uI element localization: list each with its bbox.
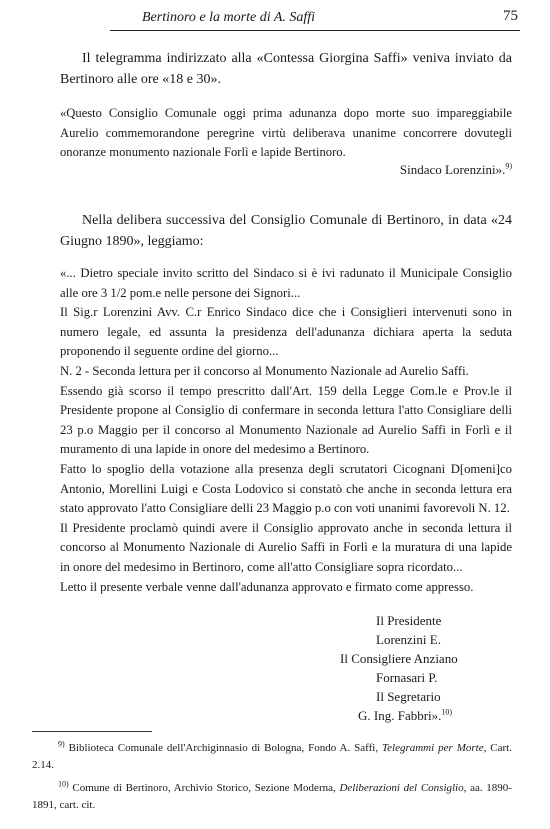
signature-name-councillor: Fornasari P.	[376, 670, 438, 685]
paragraph-telegram	[60, 48, 512, 90]
signature-role-councillor: Il Consigliere Anziano	[340, 651, 458, 666]
page-number: 75	[503, 8, 518, 24]
running-title: Bertinoro e la morte di A. Saffi	[142, 10, 316, 25]
quote-delibera-line: Il Presidente proclamò quindi avere il Consiglio approvato anche in seconda lettura il concorso al Monumento Nazionale di Aurelio Saffi in Forlì e la muratura di una lapide in onore del medesimo in Bertinoro, come all'atto Consigliare sopra ricordato...	[60, 520, 512, 574]
signature-role-secretary: Il Segretario	[376, 689, 441, 704]
signature-name-president: Lorenzini E.	[376, 632, 441, 647]
sindaco-signature	[400, 162, 512, 178]
quote-delibera-line: Il Sig.r Lorenzini Avv. C.r Enrico Sindaco dice che i Consiglieri intervenuti sono in numero legale, ed assunta la presidenza dell'adunanza dichiara aperta la seduta proponendo il seguente ordine del giorno...	[60, 305, 512, 359]
quote-telegram	[60, 104, 512, 163]
footnote-divider	[32, 731, 152, 732]
quote-delibera-line: Essendo già scorso il tempo prescritto dall'Art. 159 della Legge Com.le e Prov.le il Presidente propone al Consiglio di confermare in seconda lettura l'atto Consigliare delli 23 p.o Maggio per il concorso al Monumento Nazionale ad Aurelio Saffi in Forlì e il muramento di una lapide in onore del medesimo a Bertinoro.	[60, 383, 512, 457]
footnote-ref-10: 10)	[441, 707, 453, 717]
sindaco-signature-text: Sindaco Lorenzini».	[399, 162, 506, 177]
quote-delibera-line: Fatto lo spoglio della votazione alla presenza degli scrutatori Cicognani D[omeni]co Antonio, Morellini Luigi e Costa Lodovico si constatò che anche in seconda lettura era stato approvato l'atto Consigliare delli 23 Maggio p.o con voti unanimi favorevoli N. 12.	[60, 461, 512, 516]
footnotes	[32, 740, 512, 820]
signature-name-secretary: G. Ing. Fabbri».$^{10)}$	[358, 707, 453, 723]
paragraph-delibera-text: Nella delibera successiva del Consiglio Comunale di Bertinoro, in data «24 Giugno 1890», leggiamo:	[60, 213, 512, 249]
paragraph-telegram-text: Il telegramma indirizzato alla «Contessa Giorgina Saffi» veniva inviato da Bertinoro alle ore «18 e 30».	[60, 51, 512, 87]
quote-delibera-line: Letto il presente verbale venne dall'adunanza approvato e firmato come appresso.	[60, 579, 474, 594]
quote-delibera	[60, 264, 512, 597]
quote-delibera-line: N. 2 - Seconda lettura per il concorso al Monumento Nazionale ad Aurelio Saffi.	[60, 363, 469, 378]
signature-block	[340, 611, 458, 725]
quote-telegram-text: «Questo Consiglio Comunale oggi prima adunanza dopo morte suo impareggiabile Aurelio commemorandone peregrine virtù deliberava unanime concorrere dovutegli onoranze monumento nazionale Forlì e lapide Bertinoro.	[60, 106, 512, 159]
signature-role-president: Il Presidente	[376, 613, 442, 628]
footnote-9: $^{9)}$ Biblioteca Comunale dell'Archiginnasio di Bologna, Fondo A. Saffi, Telegrammi per Morte, Cart. 2.14.	[32, 739, 512, 771]
footnote-ref-9: 9)	[505, 161, 512, 171]
quote-delibera-line: «... Dietro speciale invito scritto del Sindaco si è ivi radunato il Municipale Consiglio alle ore 3 1/2 pom.e nelle persone dei Signori...	[60, 266, 512, 300]
running-header	[110, 8, 520, 31]
paragraph-delibera	[60, 210, 512, 252]
footnote-10: $^{10)}$ Comune di Bertinoro, Archivio Storico, Sezione Moderna, Deliberazioni del Consiglio, aa. 1890-1891, cart. cit.	[32, 779, 512, 811]
